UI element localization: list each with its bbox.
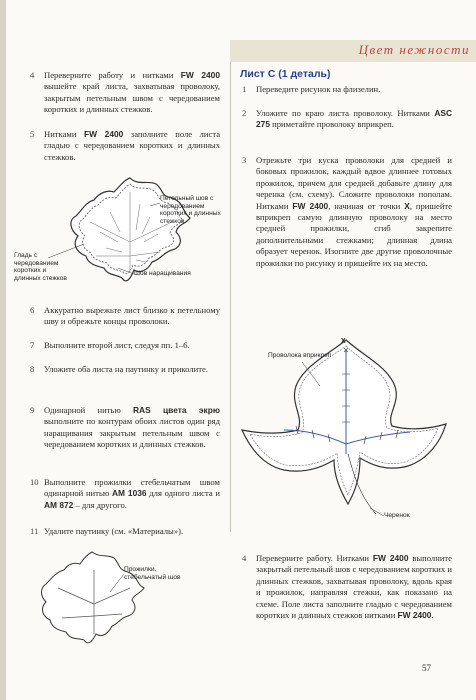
step-left-7: 7 Выполните второй лист, следуя пп. 1–6.	[30, 340, 190, 350]
section-title: Лист С (1 деталь)	[240, 68, 331, 80]
step-left-9: 9 Одинарной нитью RAS цвета экрю выполните по контурам обоих листов один ряд наращивания закрытым петельным швом с чередованием коротких и длинных стежков.	[30, 405, 220, 450]
label-buttonhole-stitch: Петельный шов с чередованием коротких и длинных стежков	[160, 195, 221, 225]
step-left-10: 10 Выполните прожилки стебельчатым швом одинарной нитью AM 1036 для одного листа и AM 872 – для другого.	[30, 477, 221, 510]
step-right-1: 1 Переведите рисунок на флизелин.	[242, 84, 381, 94]
step-left-5: 5 Нитками FW 2400 заполните поле листа гладью с чередованием коротких и длинных стежков.	[30, 129, 221, 162]
label-wire: Проволока вприкреп	[268, 352, 332, 359]
page-number: 57	[422, 663, 431, 673]
label-veins: Прожилки, стебельчатый шов	[124, 566, 181, 581]
step-left-8: 8 Уложите оба листа на паутинку и приколите.	[30, 364, 208, 374]
step-right-3: 3 Отрежьте три куска проволоки для средней и боковых прожилок, каждый вдвое длиннее готовых прожилок, причем для средней добавьте длину для черенка (см. схему). Сложите проволоки пополам. Нитками FW 2400, начиная от точки X, пришейте вприкреп самую длинную проволоку на место средней прожилки, сгиб закрепите дополнительными стежками; длинная длина образует черенок. Изогните две другие проволочные прожилки по рисунку и пришейте их на место.	[242, 155, 452, 268]
step-right-2: 2 Уложите по краю листа проволоку. Нитками ASC 275 приметайте проволоку вприкреп.	[242, 108, 452, 130]
step-left-11: 11 Удалите паутинку (см. «Материалы»).	[30, 526, 184, 536]
label-stem: Черенок	[384, 512, 410, 519]
label-buildup-stitch: Шов наращивания	[134, 270, 191, 277]
step-left-4: 4 Переверните работу и нитками FW 2400 вышейте край листа, захватывая проволоку, закрытым петельным швом с чередованием коротких и длинных стежков.	[30, 70, 220, 115]
label-x-mark: X	[341, 338, 346, 345]
label-satin-stitch: Гладь с чередованием коротких и длинных стежков	[14, 252, 67, 282]
header-title: Цвет нежности	[358, 42, 470, 57]
step-left-6: 6 Аккуратно вырежьте лист близко к петельному шву и обрежьте концы проволоки.	[30, 305, 220, 327]
step-right-4: 4 Переверните работу. Нитками FW 2400 выполните закрытый петельный шов с чередованием коротких и длинных стежков, захватывая проволоку, вдоль края и прожилок, направляя стежки, как показано на схеме. Поле листа заполните гладью с чередованием коротких и длинных стежков нитками FW 2400.	[242, 553, 452, 621]
